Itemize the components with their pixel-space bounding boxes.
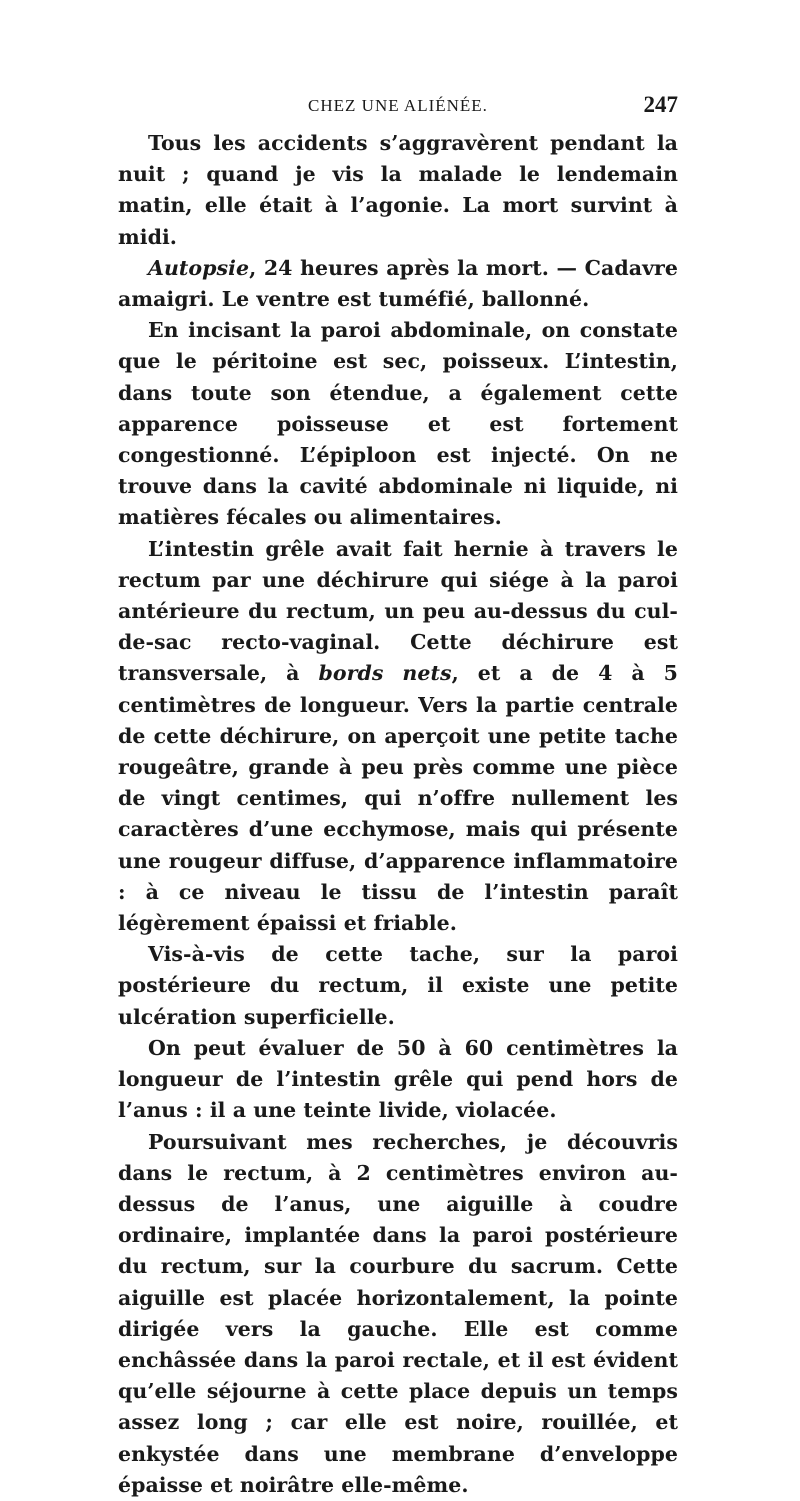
paragraph-text: En incisant la paroi abdominale, on constate que le péritoine est sec, poisseux. L’intestin, dans toute son étendue, a également cette apparence poisseuse et est fortement congestionné. L’épiploon est injecté. On ne trouve dans la cavité abdominale ni liquide, ni matières fécales ou alimentaires. [118,318,678,530]
paragraph-1 [118,128,678,253]
paragraph-2 [118,253,678,315]
page-header [118,92,678,122]
paragraph-3 [118,315,678,533]
autopsie-label: Autopsie [148,255,250,280]
paragraph-4 [118,534,678,940]
paragraph-6 [118,1033,678,1127]
body-text [118,128,678,1501]
paragraph-5 [118,939,678,1033]
paragraph-text: , et a de 4 à 5 centimètres de longueur. Vers la partie centrale de cette déchirure, on aperçoit une petite tache rougeâtre, grande à peu près comme une pièce de vingt centimes, qui n’offre nullement les caractères d’une ecchymose, mais qui présente une rougeur diffuse, d’apparence inflammatoire : à ce niveau le tissu de l’intestin paraît légèrement épaissi et friable. [118,661,678,936]
italic-phrase: bords nets [318,661,452,686]
paragraph-text: , 24 heures après la mort. — Cadavre amaigri. Le ventre est tuméfié, ballonné. [118,255,678,312]
paragraph-text: L’intestin grêle avait fait hernie à travers le rectum par une déchirure qui siége à la paroi antérieure du rectum, un peu au-dessus du cul-de-sac recto-vaginal. Cette déchirure est transversale, à [118,536,678,686]
paragraph-7 [118,1127,678,1501]
paragraph-text: Tous les accidents s’aggravèrent pendant la nuit ; quand je vis la malade le lendemain matin, elle était à l’agonie. La mort survint à midi. [118,131,678,249]
paragraph-text: On peut évaluer de 50 à 60 centimètres la longueur de l’intestin grêle qui pend hors de l’anus : il a une teinte livide, violacée. [118,1035,678,1123]
running-title: CHEZ UNE ALIÉNÉE. [308,96,488,115]
page-number: 247 [643,92,678,117]
paragraph-text: Vis-à-vis de cette tache, sur la paroi postérieure du rectum, il existe une petite ulcération superficielle. [118,942,678,1029]
paragraph-text: Poursuivant mes recherches, je découvris dans le rectum, à 2 centimètres environ au-dessus de l’anus, une aiguille à coudre ordinaire, implantée dans la paroi postérieure du rectum, sur la courbure du sacrum. Cette aiguille est placée horizontalement, la pointe dirigée vers la gauche. Elle est comme enchâssée dans la paroi rectale, et il est évident qu’elle séjourne à cette place depuis un temps assez long ; car elle est noire, rouillée, et enkystée dans une membrane d’enveloppe épaisse et noirâtre elle-même. [118,1129,678,1497]
